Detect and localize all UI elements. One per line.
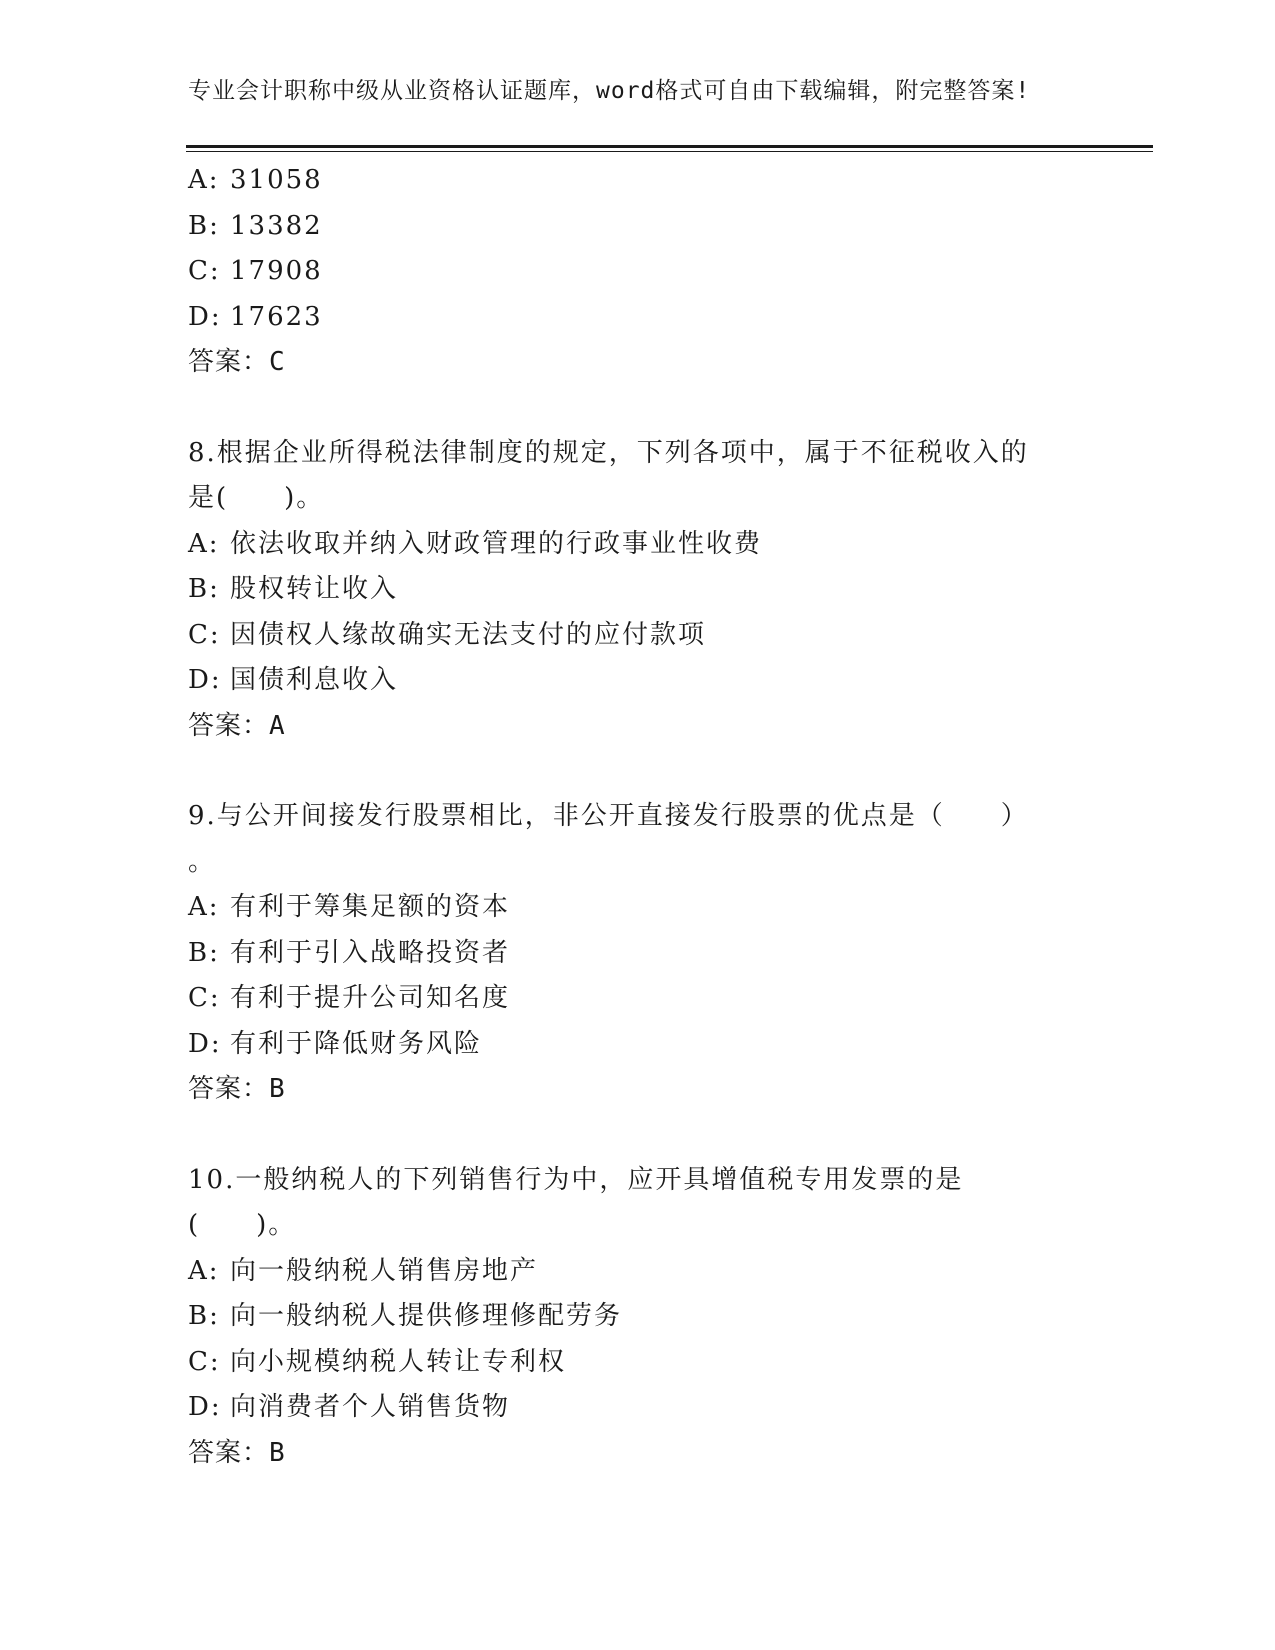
question-8 — [188, 431, 1088, 750]
option-a: A: 依法收取并纳入财政管理的行政事业性收费 — [188, 528, 763, 559]
document-header: 专业会计职称中级从业资格认证题库，word格式可自由下载编辑，附完整答案! — [188, 78, 1031, 104]
option-b: B: 13382 — [188, 210, 323, 241]
option-d: D: 向消费者个人销售货物 — [188, 1392, 511, 1422]
header-rule-thin — [186, 151, 1153, 152]
answer: 答案：B — [188, 1074, 286, 1104]
option-b: B: 有利于引入战略投资者 — [188, 937, 511, 968]
question-9 — [188, 794, 1088, 1113]
option-d: D: 国债利息收入 — [188, 665, 399, 695]
option-d: D: 17623 — [188, 301, 323, 332]
question-list — [188, 158, 1088, 1476]
question-stem: 9.与公开间接发行股票相比，非公开直接发行股票的优点是（ ） — [188, 801, 1029, 831]
answer: 答案：B — [188, 1437, 286, 1468]
option-a: A: 31058 — [188, 165, 323, 195]
question-7 — [188, 158, 1088, 386]
option-b: B: 股权转让收入 — [188, 574, 399, 604]
option-c: C: 有利于提升公司知名度 — [188, 983, 511, 1013]
answer: 答案：C — [188, 347, 286, 377]
answer: 答案：A — [188, 710, 286, 741]
option-d: D: 有利于降低财务风险 — [188, 1028, 483, 1059]
question-stem-cont: 。 — [188, 846, 217, 877]
option-a: A: 向一般纳税人销售房地产 — [188, 1255, 539, 1286]
option-a: A: 有利于筹集足额的资本 — [188, 892, 511, 922]
question-stem-cont: ( )。 — [188, 1210, 297, 1240]
option-c: C: 17908 — [188, 256, 323, 286]
option-c: C: 因债权人缘故确实无法支付的应付款项 — [188, 619, 707, 650]
question-10 — [188, 1158, 1088, 1477]
question-stem-cont: 是( )。 — [188, 483, 325, 513]
question-stem: 10.一般纳税人的下列销售行为中，应开具增值税专用发票的是 — [188, 1164, 964, 1195]
question-stem: 8.根据企业所得税法律制度的规定，下列各项中，属于不征税收入的 — [188, 437, 1029, 468]
header-rule-thick — [186, 145, 1153, 148]
option-c: C: 向小规模纳税人转让专利权 — [188, 1346, 567, 1377]
option-b: B: 向一般纳税人提供修理修配劳务 — [188, 1301, 623, 1331]
